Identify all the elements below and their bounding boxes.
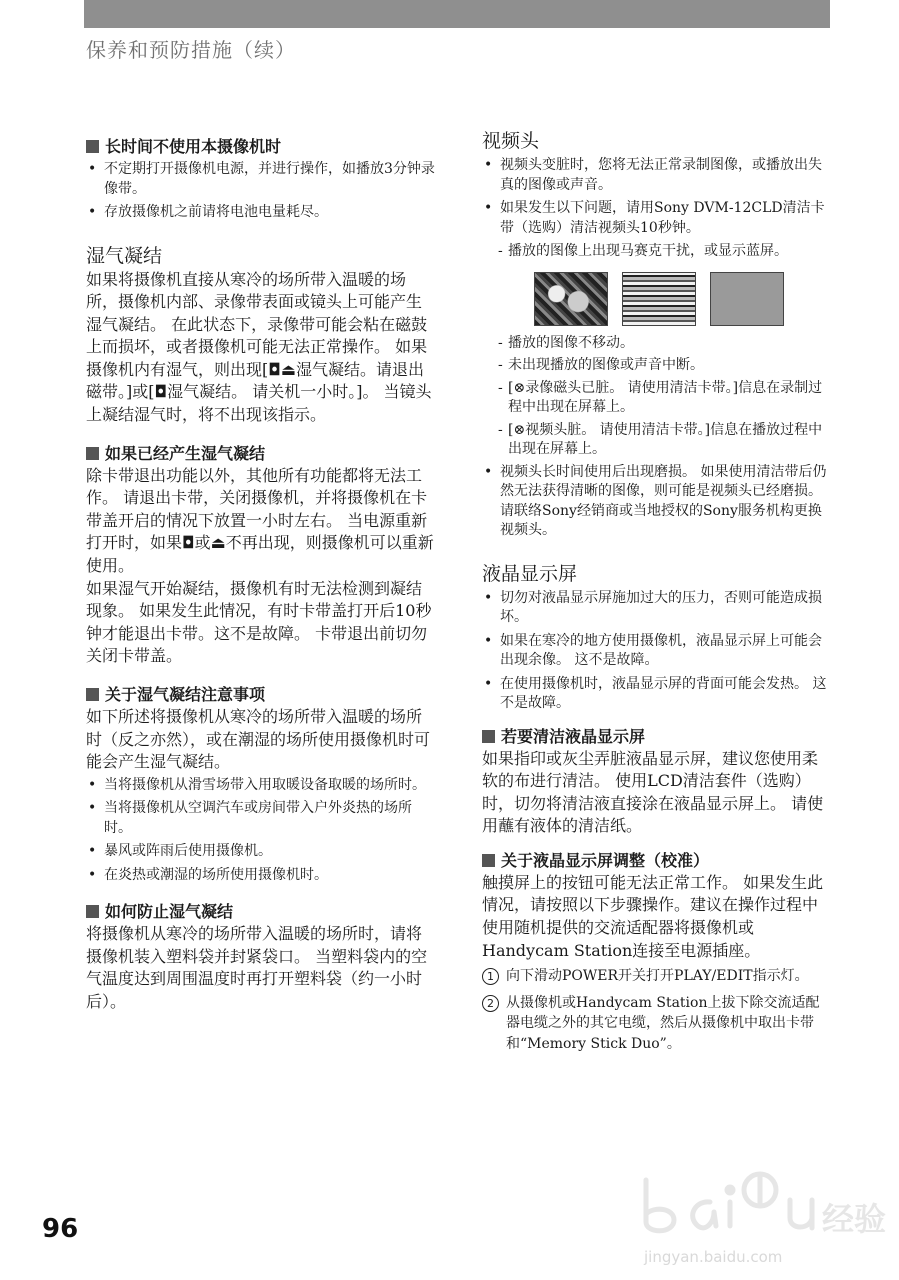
blank-screen-image: [710, 272, 784, 326]
list-item: • 存放摄像机之前请将电池电量耗尽。: [86, 203, 436, 223]
paragraph: 如下所述将摄像机从寒冷的场所带入温暖的场所时（反之亦然），或在潮湿的场所使用摄像机时可能会产生湿气凝结。: [86, 707, 431, 772]
paragraph: 如果将摄像机直接从寒冷的场所带入温暖的场所，摄像机内部、录像带表面或镜头上可能产生湿气凝结。 在此状态下，录像带可能会粘在磁鼓上而损坏，或者摄像机可能无法正常操作。 如果摄像机内有湿气，则出现[◘⏏湿气凝结。请退出磁带。]或[◘湿气凝结。 请关机一小时。]。 当镜头上凝结湿气时，将不出现该指示。: [86, 269, 432, 425]
list-item: • 不定期打开摄像机电源，并进行操作，如播放3分钟录像带。: [86, 160, 436, 199]
section-heading: 关于湿气凝结注意事项: [86, 684, 436, 706]
bullet-list: [482, 463, 832, 541]
list-item: - [⊗视频头脏。 请使用清洁卡带。]信息在播放过程中出现在屏幕上。: [482, 421, 832, 460]
step-number: 2: [482, 995, 499, 1012]
page-title: 保养和预防措施（续）: [86, 38, 296, 62]
paragraph: 如果湿气开始凝结，摄像机有时无法检测到凝结现象。 如果发生此情况，有时卡带盖打开后10秒钟才能退出卡带。这不是故障。 卡带退出前切勿关闭卡带盖。: [86, 578, 432, 666]
square-bullet-icon: [86, 447, 99, 460]
list-item: • 当将摄像机从滑雪场带入用取暖设备取暖的场所时。: [86, 776, 436, 796]
bullet-list: [86, 160, 436, 223]
dash-list: [482, 334, 832, 460]
section-title: 液晶显示屏: [482, 562, 578, 585]
square-bullet-icon: [482, 730, 495, 743]
baidu-watermark-logo: [640, 1160, 887, 1270]
square-bullet-icon: [86, 140, 99, 153]
section-title: 视频头: [482, 130, 540, 152]
mosaic-example-images: [534, 272, 832, 326]
bullet-list: [482, 589, 832, 714]
header-bar: [84, 0, 830, 28]
list-item: • 视频头长时间使用后出现磨损。 如果使用清洁带后仍然无法获得清晰的图像，则可能是视频头已经磨损。 请联络Sony经销商或当地授权的Sony服务机构更换视频头。: [482, 463, 832, 541]
mosaic-noise-image: [534, 272, 608, 326]
list-item: - 未出现播放的图像或声音中断。: [482, 356, 832, 376]
list-item: • 切勿对液晶显示屏施加过大的压力，否则可能造成损坏。: [482, 589, 832, 628]
square-bullet-icon: [86, 688, 99, 701]
list-item: • 如果在寒冷的地方使用摄像机，液晶显示屏上可能会出现余像。 这不是故障。: [482, 632, 832, 671]
list-item: 1 向下滑动POWER开关打开PLAY/EDIT指示灯。: [482, 966, 832, 987]
right-column: [482, 128, 832, 1060]
list-item: - 播放的图像上出现马赛克干扰，或显示蓝屏。: [482, 242, 832, 262]
section-heading: 如果已经产生湿气凝结: [86, 443, 436, 465]
step-number: 1: [482, 968, 499, 985]
svg-text:jingyan.baidu.com: jingyan.baidu.com: [644, 1248, 783, 1266]
page-number: 96: [42, 1214, 79, 1244]
left-column: [86, 128, 436, 1014]
paragraph: 将摄像机从寒冷的场所带入温暖的场所时，请将摄像机装入塑料袋并封紧袋口。 当塑料袋内的空气温度达到周围温度时再打开塑料袋（约一小时后）。: [86, 924, 428, 1012]
dash-list: [482, 242, 832, 262]
section-title: 湿气凝结: [86, 244, 163, 267]
square-bullet-icon: [86, 905, 99, 918]
list-item: - [⊗录像磁头已脏。 请使用清洁卡带。]信息在录制过程中出现在屏幕上。: [482, 379, 832, 418]
list-item: • 在使用摄像机时，液晶显示屏的背面可能会发热。 这不是故障。: [482, 675, 832, 714]
section-heading: 关于液晶显示屏调整（校准）: [482, 850, 832, 872]
bullet-list: [482, 156, 832, 238]
list-item: - 播放的图像不移动。: [482, 334, 832, 354]
section-heading: 如何防止湿气凝结: [86, 901, 436, 923]
stripe-noise-image: [622, 272, 696, 326]
svg-text:经验: 经验: [822, 1200, 887, 1238]
section-heading: 若要清洁液晶显示屏: [482, 726, 832, 748]
list-item: • 视频头变脏时，您将无法正常录制图像，或播放出失真的图像或声音。: [482, 156, 832, 195]
list-item: 2 从摄像机或Handycam Station上拔下除交流适配器电缆之外的其它电缆，然后从摄像机中取出卡带和“Memory Stick Duo”。: [482, 993, 832, 1055]
numbered-list: [482, 966, 832, 1054]
section-heading: 长时间不使用本摄像机时: [86, 136, 436, 158]
square-bullet-icon: [482, 854, 495, 867]
list-item: • 暴风或阵雨后使用摄像机。: [86, 842, 436, 862]
list-item: • 如果发生以下问题，请用Sony DVM-12CLD清洁卡带（选购）清洁视频头10秒钟。: [482, 199, 832, 238]
list-item: • 当将摄像机从空调汽车或房间带入户外炎热的场所时。: [86, 799, 436, 838]
list-item: • 在炎热或潮湿的场所使用摄像机时。: [86, 866, 436, 886]
paragraph: 触摸屏上的按钮可能无法正常工作。 如果发生此情况，请按照以下步骤操作。建议在操作过程中使用随机提供的交流适配器将摄像机或Handycam Station连接至电源插座。: [482, 872, 824, 960]
paragraph: 如果指印或灰尘弄脏液晶显示屏，建议您使用柔软的布进行清洁。 使用LCD清洁套件（选购）时，切勿将清洁液直接涂在液晶显示屏上。 请使用蘸有液体的清洁纸。: [482, 748, 824, 836]
bullet-list: [86, 776, 436, 886]
paragraph: 除卡带退出功能以外，其他所有功能都将无法工作。 请退出卡带，关闭摄像机，并将摄像机在卡带盖开启的情况下放置一小时左右。 当电源重新打开时，如果◘或⏏不再出现，则摄像机可以重新使用。: [86, 465, 434, 576]
